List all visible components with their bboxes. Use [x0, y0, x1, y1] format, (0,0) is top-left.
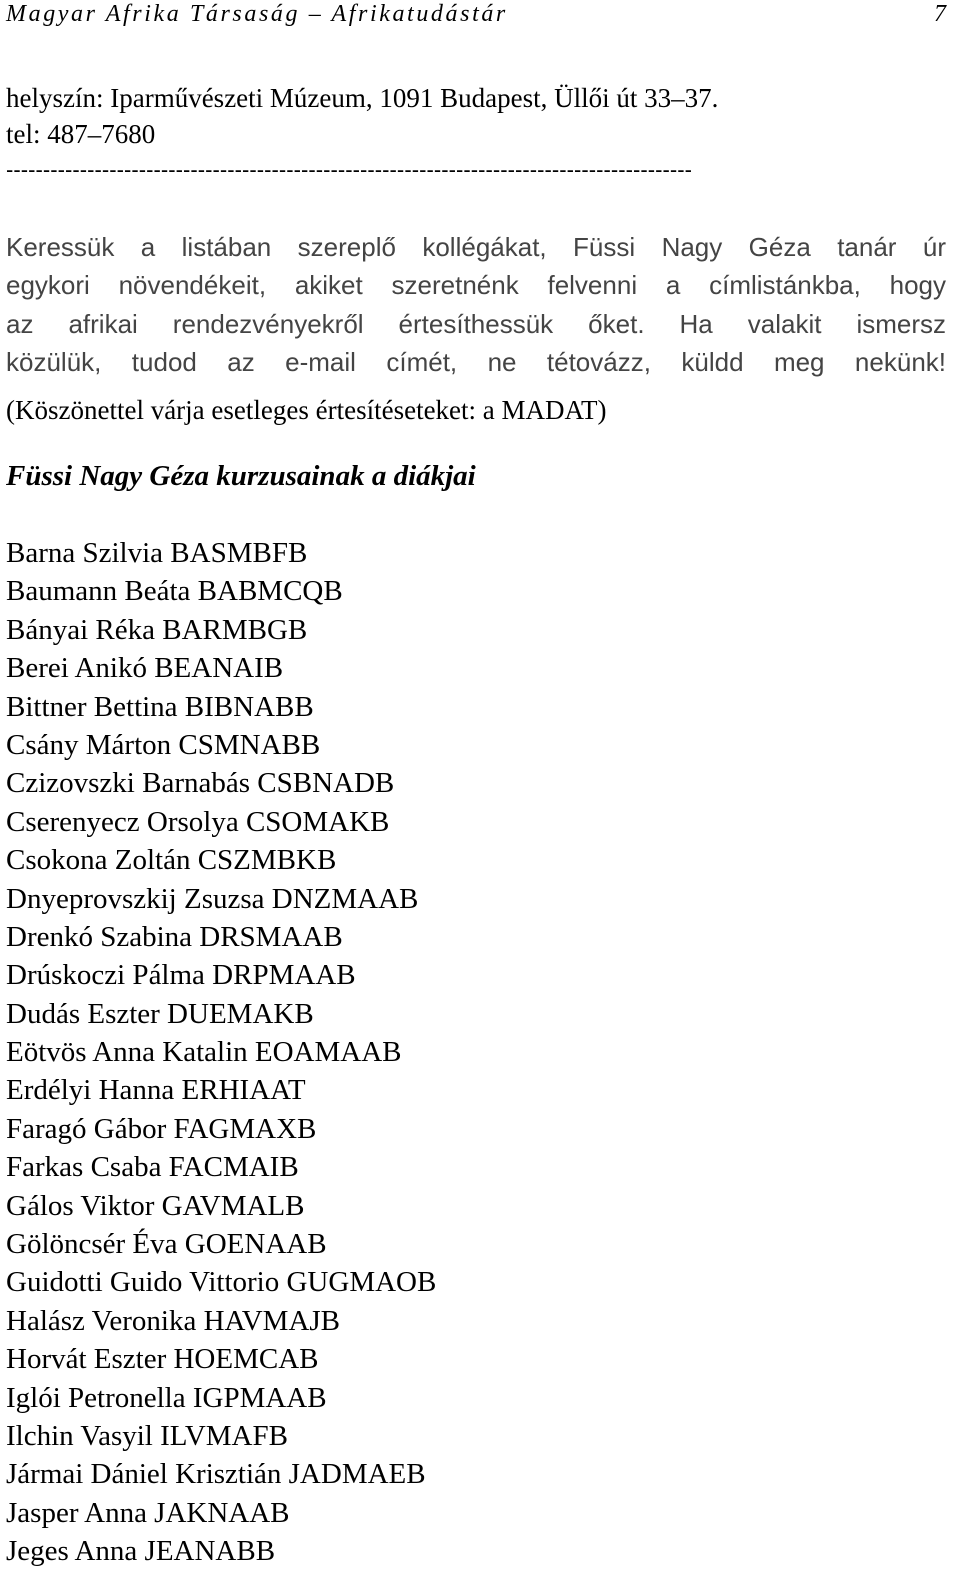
student-list-item: Dnyeprovszkij Zsuzsa DNZMAAB: [6, 882, 419, 915]
header-title: Magyar Afrika Társaság – Afrikatudástár: [6, 1, 508, 27]
student-list-item: Jármai Dániel Krisztián JADMAEB: [6, 1458, 426, 1491]
student-list-item: Dudás Eszter DUEMAKB: [6, 997, 314, 1030]
student-list-item: Gálos Viktor GAVMALB: [6, 1189, 305, 1222]
student-list: [6, 534, 436, 1571]
student-list-item: Bányai Réka BARMBGB: [6, 613, 308, 646]
dashed-separator: ---------------------------------------------------------------------------------------------: [6, 158, 692, 182]
student-list-item: Eötvös Anna Katalin EOAMAAB: [6, 1036, 402, 1069]
student-list-item: Barna Szilvia BASMBFB: [6, 537, 308, 569]
venue-info: [6, 80, 718, 152]
venue-phone: tel: 487–7680: [6, 119, 156, 149]
student-list-item: Faragó Gábor FAGMAXB: [6, 1112, 317, 1145]
intro-line: Keressük a listában szereplő kollégákat, Füssi Nagy Géza tanár úr: [6, 232, 946, 262]
intro-line: egykori növendékeit, akiket szeretnénk felvenni a címlistánkba, hogy: [6, 270, 946, 301]
student-list-item: Berei Anikó BEANAIB: [6, 652, 284, 685]
student-list-item: Ilchin Vasyil ILVMAFB: [6, 1419, 288, 1452]
student-list-item: Drúskoczi Pálma DRPMAAB: [6, 959, 356, 992]
student-list-item: Jeges Anna JEANABB: [6, 1535, 276, 1568]
student-list-item: Drenkó Szabina DRSMAAB: [6, 920, 343, 953]
student-list-item: Farkas Csaba FACMAIB: [6, 1151, 299, 1184]
page-header: [6, 0, 946, 30]
thanks-note: (Köszönettel várja esetleges értesítéseteket: a MADAT): [6, 395, 607, 425]
student-list-item: Baumann Beáta BABMCQB: [6, 575, 343, 608]
student-list-item: Guidotti Guido Vittorio GUGMAOB: [6, 1266, 437, 1299]
student-list-item: Jasper Anna JAKNAAB: [6, 1496, 290, 1529]
student-list-item: Halász Veronika HAVMAJB: [6, 1304, 341, 1337]
intro-line: közülük, tudod az e-mail címét, ne tétovázz, küldd meg nekünk!: [6, 347, 946, 378]
student-list-item: Csokona Zoltán CSZMBKB: [6, 844, 337, 877]
intro-paragraph: [6, 228, 946, 382]
intro-line: az afrikai rendezvényekről értesíthessük őket. Ha valakit ismersz: [6, 308, 946, 339]
student-list-item: Czizovszki Barnabás CSBNADB: [6, 767, 395, 800]
venue-location: helyszín: Iparművészeti Múzeum, 1091 Budapest, Üllői út 33–37.: [6, 83, 719, 113]
section-title: Füssi Nagy Géza kurzusainak a diákjai: [6, 460, 476, 492]
student-list-item: Cserenyecz Orsolya CSOMAKB: [6, 805, 390, 838]
student-list-item: Horvát Eszter HOEMCAB: [6, 1343, 319, 1376]
student-list-item: Gölöncsér Éva GOENAAB: [6, 1228, 327, 1261]
student-list-item: Iglói Petronella IGPMAAB: [6, 1381, 327, 1414]
student-list-item: Csány Márton CSMNABB: [6, 728, 321, 761]
student-list-item: Bittner Bettina BIBNABB: [6, 690, 314, 723]
student-list-item: Erdélyi Hanna ERHIAAT: [6, 1074, 306, 1107]
page-number: 7: [934, 1, 946, 27]
